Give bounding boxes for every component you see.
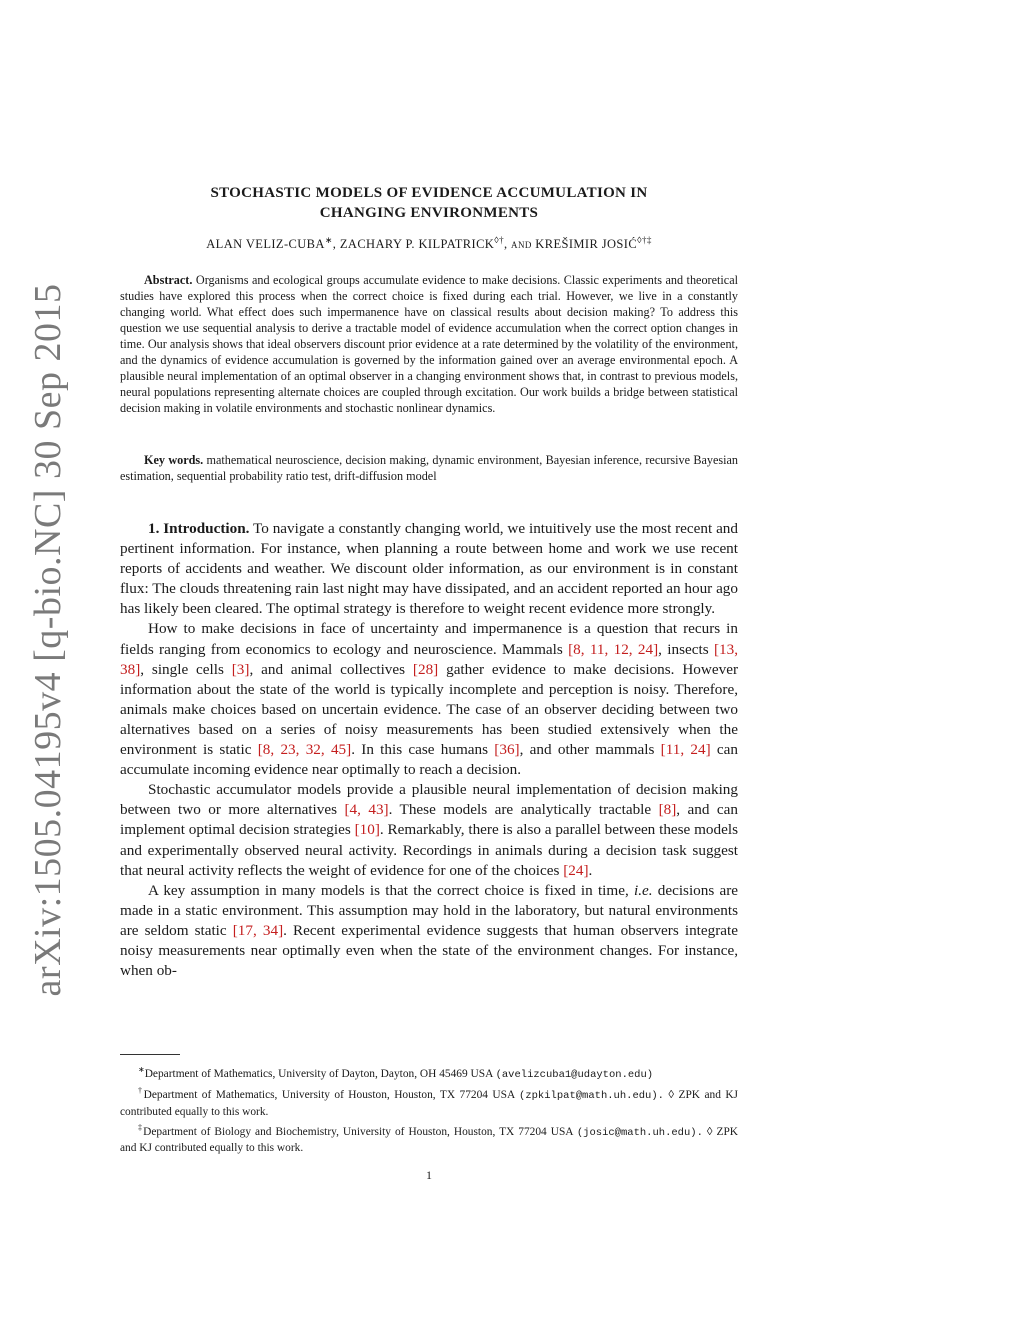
citation-link[interactable]: [11, 24]: [660, 741, 711, 759]
citation-link[interactable]: [24]: [563, 861, 589, 879]
author-2: ZACHARY P. KILPATRICK: [339, 237, 495, 252]
author-3: KREŠIMIR JOSIĆ: [535, 237, 638, 252]
footnote-1-text: Department of Mathematics, University of Dayton, Dayton, OH 45469 USA: [144, 1067, 493, 1080]
citation-link[interactable]: [3]: [231, 660, 250, 678]
page-number: 1: [426, 1168, 432, 1182]
footnotes: [120, 1062, 738, 1156]
title-line-2: CHANGING ENVIRONMENTS: [319, 205, 539, 221]
footnote-2-mark: †: [138, 1085, 144, 1095]
footnote-1: [120, 1062, 738, 1083]
footnote-2: [120, 1083, 738, 1120]
keywords-text: mathematical neuroscience, decision making, dynamic environment, Bayesian inference, recursive Bayesian estimation, sequential probability ratio test, drift-diffusion model: [120, 453, 739, 483]
introduction-section: [120, 519, 738, 981]
citation-link[interactable]: [8, 23, 32, 45]: [257, 741, 352, 759]
arxiv-side-stamp: [8, 280, 88, 1000]
paper-title: [120, 183, 738, 223]
intro-paragraph-3: Stochastic accumulator models provide a plausible neural implementation of decision making between two or more alternatives [4, 43]. These models are analytically tractable [8], and can implement optimal decision strategies [10]. Remarkably, there is also a parallel between these models and experimentally observed neural activity. Recordings in animals during a decision task suggest that neural activity reflects the weight of evidence for one of the choices [24].: [120, 781, 738, 879]
footnote-3-note: ◊ ZPK and KJ contributed equally to this work.: [120, 1125, 738, 1155]
abstract: [120, 272, 738, 416]
author-3-mark: ◊†‡: [637, 235, 652, 245]
citation-link[interactable]: [36]: [494, 741, 520, 759]
citation-link[interactable]: [13, 38]: [120, 640, 738, 678]
keywords-label: Key words.: [144, 453, 204, 467]
intro-paragraph-4: A key assumption in many models is that the correct choice is fixed in time, i.e. decisions are made in a static environment. This assumption may hold in the laboratory, but natural environments are seldom static [17, 34]. Recent experimental evidence suggests that human observers integrate noisy measurements near optimally even when the state of the environment changes. For instance, when ob-: [120, 881, 739, 980]
intro-paragraph-2: How to make decisions in face of uncertainty and impermanence is a question that recurs in fields ranging from economics to ecology and neuroscience. Mammals [8, 11, 12, 24], insects [13, 38], single cells [3], and animal collectives [28] gather evidence to make decisions. However information about the state of the world is typically incomplete and perception is noisy. Therefore, animals make choices based on uncertain evidence. The case of an observer deciding between two alternatives based on a series of noisy measurements has been studied extensively when the environment is static [8, 23, 32, 45]. In this case humans [36], and other mammals [11, 24] can accumulate incoming evidence near optimally to reach a decision.: [120, 620, 739, 779]
intro-paragraph-1: [120, 519, 738, 619]
author-1: ALAN VELIZ-CUBA: [206, 237, 325, 252]
author-list: [120, 235, 738, 252]
author-sep-1: ,: [332, 237, 340, 252]
footnote-1-email: (avelizcuba1@udayton.edu): [495, 1068, 654, 1081]
footnote-3-mark: ‡: [138, 1122, 144, 1132]
footnote-2-email: (zpkilpat@math.uh.edu).: [519, 1089, 664, 1102]
author-sep-2: , and: [504, 237, 536, 252]
intro-paragraph-1-text: To navigate a constantly changing world, we intuitively use the most recent and pertinent information. For instance, when planning a route between home and work we use recent reports of accidents and weather. We discount older information, as our environment is in constant flux: The clouds threatening rain last night may have dissipated, and an accident reported an hour ago has likely been cleared. The optimal strategy is therefore to weight recent evidence more strongly.: [120, 520, 738, 618]
keywords: [120, 452, 738, 484]
citation-link[interactable]: [28]: [412, 660, 439, 678]
footnote-2-text: Department of Mathematics, University of Houston, Houston, TX 77204 USA: [143, 1088, 515, 1101]
author-2-mark: ◊†: [494, 235, 504, 245]
citation-link[interactable]: [17, 34]: [232, 921, 284, 939]
author-1-mark: ∗: [324, 235, 333, 245]
abstract-text: Organisms and ecological groups accumulate evidence to make decisions. Classic experiments and theoretical studies have explored this process when the correct choice is fixed during each trial. However, we live in a constantly changing world. What effect does such impermanence have on classical results about decision making? To address this question we use sequential analysis to derive a tractable model of evidence accumulation when the correct option changes in time. Our analysis shows that ideal observers discount prior evidence at a rate determined by the volatility of the environment, and the dynamics of evidence accumulation is governed by the information gained over an average environmental epoch. A plausible neural implementation of an optimal observer in a changing environment shows that, in contrast to previous models, neural populations representing alternate choices are coupled through excitation. Our work builds a bridge between statistical decision making in volatile environments and stochastic nonlinear dynamics.: [120, 273, 738, 415]
title-line-1: STOCHASTIC MODELS OF EVIDENCE ACCUMULATION IN: [210, 185, 648, 201]
citation-link[interactable]: [8]: [658, 801, 677, 819]
citation-link[interactable]: [10]: [354, 821, 380, 839]
abstract-label: Abstract.: [144, 273, 193, 287]
footnote-rule: [120, 1054, 180, 1055]
citation-link[interactable]: [4, 43]: [344, 801, 389, 819]
section-heading: 1. Introduction.: [148, 520, 250, 537]
footnote-3: [120, 1120, 738, 1157]
footnote-3-email: (josic@math.uh.edu).: [576, 1126, 703, 1139]
footnote-1-mark: ∗: [138, 1065, 145, 1074]
italic-text: i.e.: [633, 881, 653, 899]
footnote-3-text: Department of Biology and Biochemistry, University of Houston, Houston, TX 77204 USA: [143, 1125, 573, 1138]
citation-link[interactable]: [8, 11, 12, 24]: [568, 640, 659, 658]
footnote-2-note: ◊ ZPK and KJ contributed equally to this work.: [120, 1088, 738, 1118]
arxiv-identifier: arXiv:1505.04195v4 [q-bio.NC] 30 Sep 2015: [27, 283, 69, 997]
